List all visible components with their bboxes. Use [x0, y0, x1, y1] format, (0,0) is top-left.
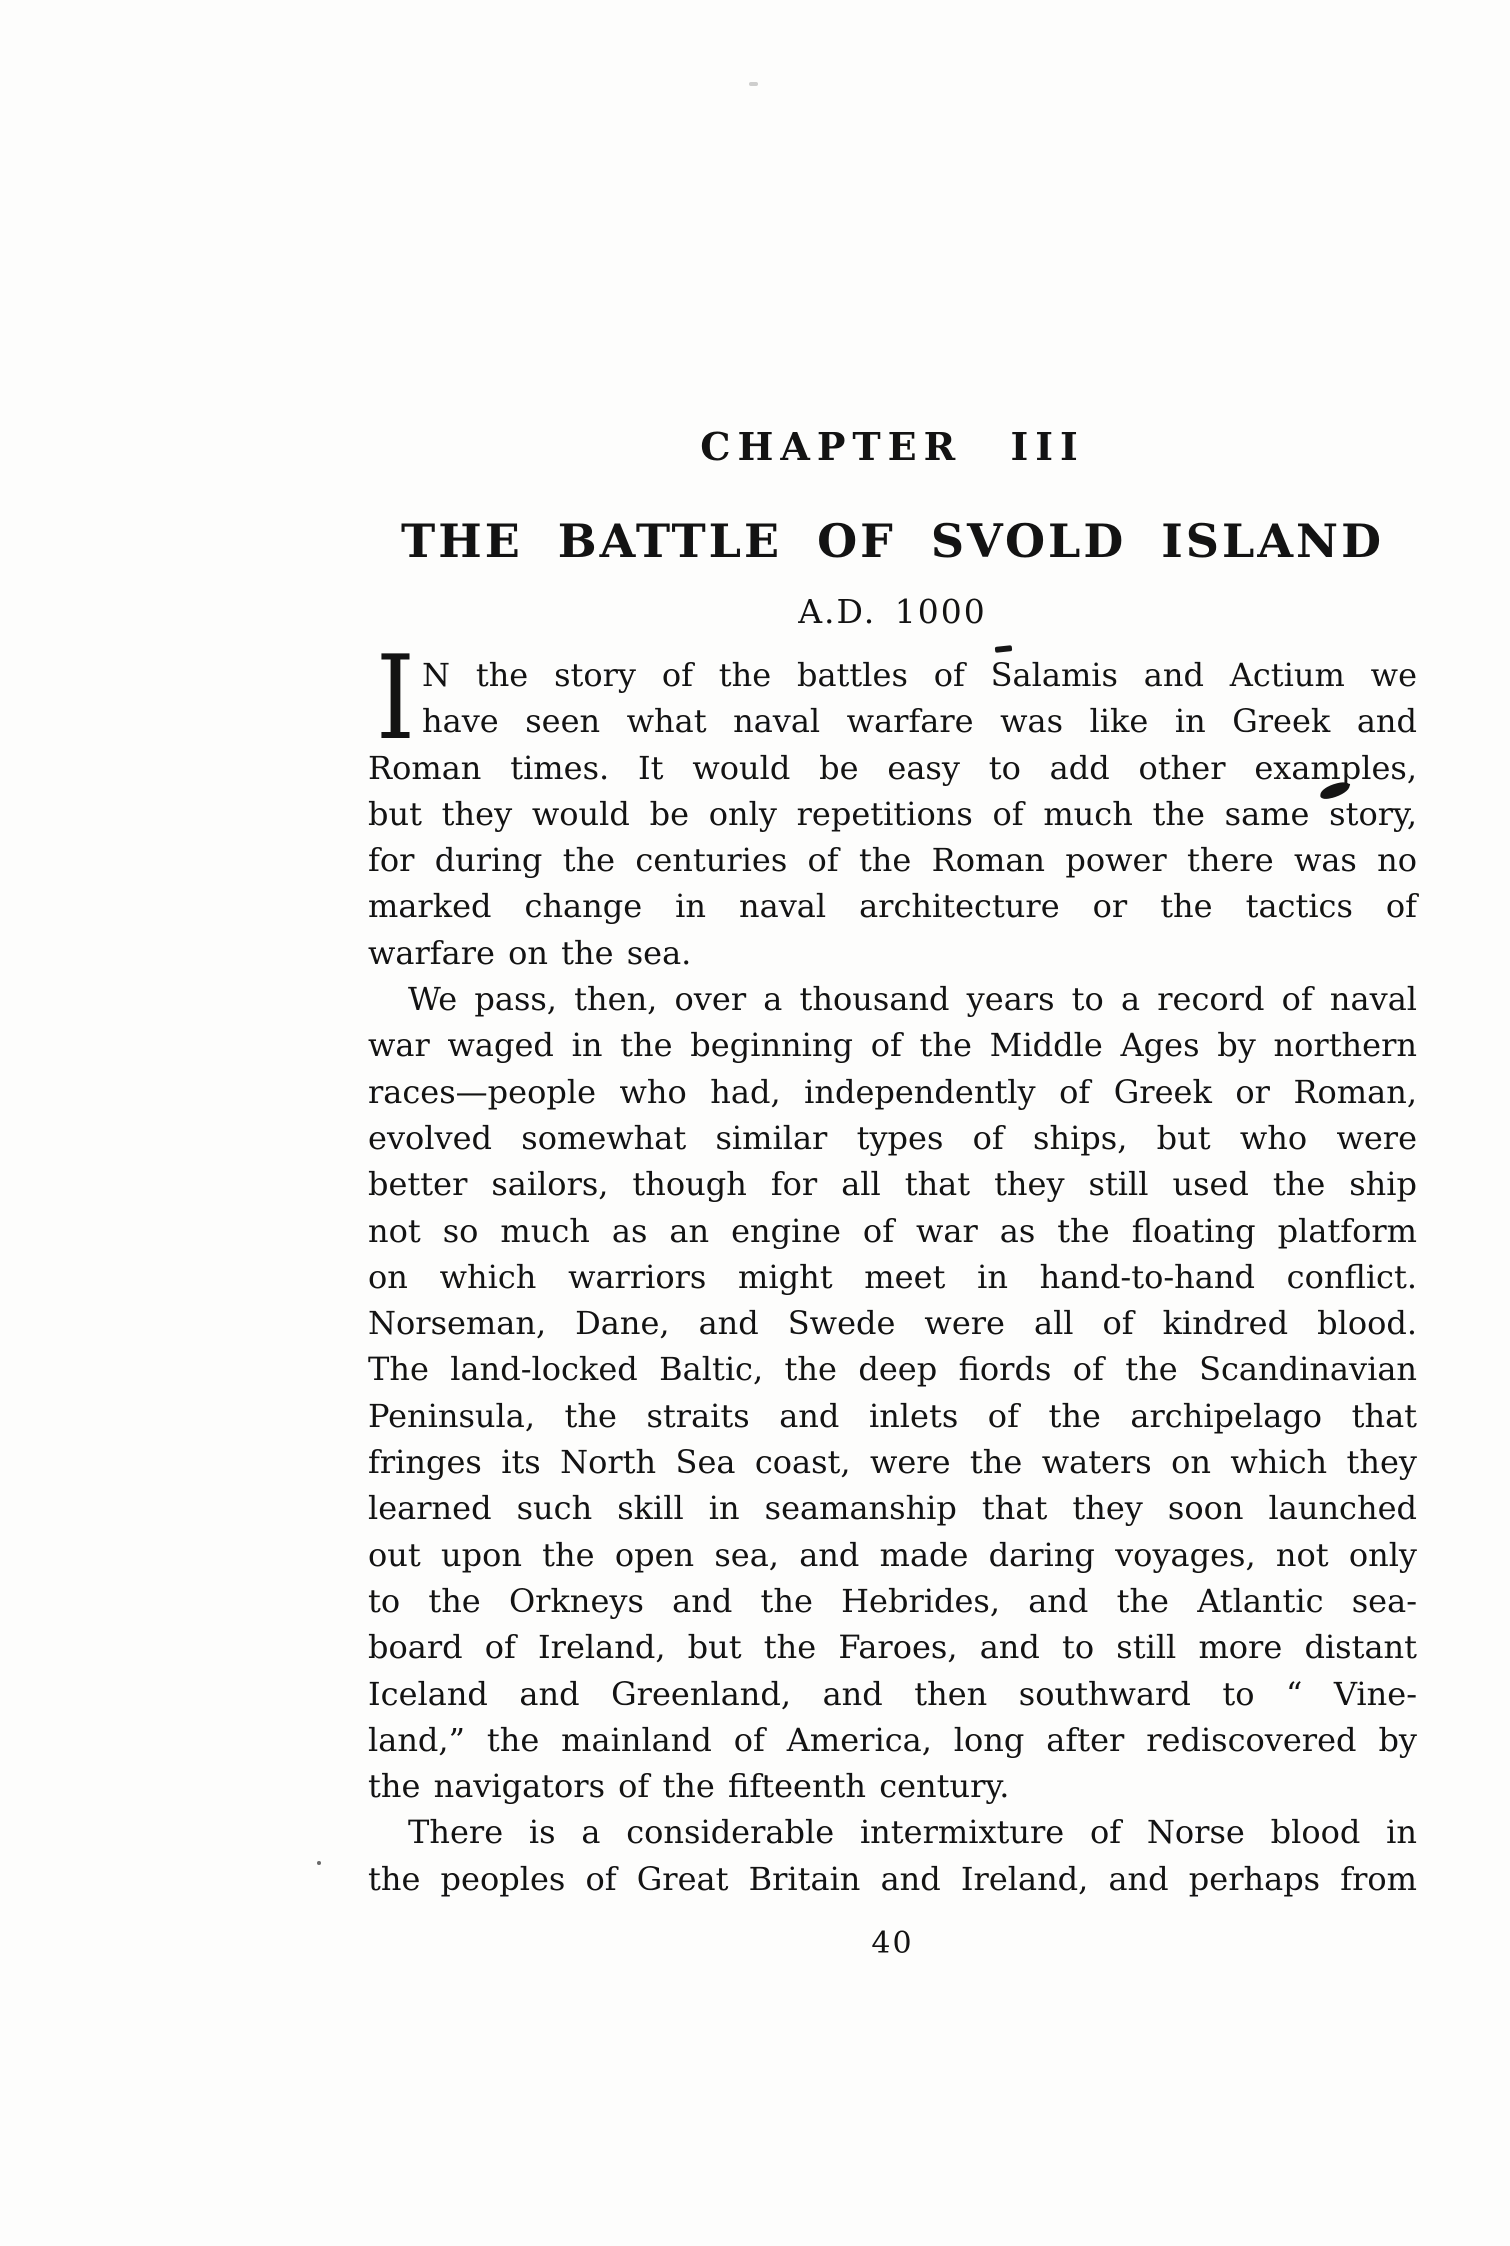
text-line: fringes its North Sea coast, were the waters on which they	[368, 1443, 1417, 1482]
text-line: Roman times. It would be easy to add other examples,	[368, 748, 1417, 787]
drop-cap: I	[376, 631, 415, 766]
text-line: marked change in naval architecture or the tactics of	[368, 887, 1417, 926]
text-line: The land-locked Baltic, the deep fiords of the Scandinavian	[368, 1350, 1417, 1389]
text-line: warfare on the sea.	[368, 933, 692, 972]
text-line: to the Orkneys and the Hebrides, and the Atlantic sea-	[368, 1581, 1417, 1620]
text-line: but they would be only repetitions of much the same story,	[368, 794, 1417, 833]
text-line: the peoples of Great Britain and Ireland, and perhaps from	[368, 1859, 1417, 1898]
paragraph	[368, 1809, 1417, 1902]
text-line: races—people who had, independently of Greek or Roman,	[368, 1072, 1417, 1111]
text-line: not so much as an engine of war as the floating platform	[368, 1211, 1417, 1250]
page-title: THE BATTLE OF SVOLD ISLAND	[401, 514, 1384, 568]
text-line: learned such skill in seamanship that they soon launched	[368, 1489, 1417, 1528]
text-line: board of Ireland, but the Faroes, and to still more distant	[368, 1628, 1417, 1667]
text-line: on which warriors might meet in hand-to-hand conflict.	[368, 1257, 1417, 1296]
text-line: war waged in the beginning of the Middle Ages by northern	[368, 1026, 1417, 1065]
text-line: out upon the open sea, and made daring voyages, not only	[368, 1535, 1417, 1574]
body-text	[368, 631, 1417, 1902]
text-line: Norseman, Dane, and Swede were all of kindred blood.	[368, 1304, 1417, 1343]
date-line: A.D. 1000	[798, 592, 987, 631]
paragraph	[368, 976, 1417, 1809]
text-line: for during the centuries of the Roman power there was no	[368, 841, 1417, 880]
text-line: land,” the mainland of America, long after rediscovered by	[368, 1720, 1417, 1759]
text-line: better sailors, though for all that they still used the ship	[368, 1165, 1417, 1204]
text-line: Peninsula, the straits and inlets of the archipelago that	[368, 1396, 1417, 1435]
text-line: the navigators of the fifteenth century.	[368, 1767, 1010, 1806]
text-line: We pass, then, over a thousand years to a record of naval	[408, 980, 1417, 1019]
text-line: have seen what naval warfare was like in Greek and	[422, 702, 1417, 741]
page-number: 40	[871, 1926, 914, 1961]
text-line: evolved somewhat similar types of ships, but who were	[368, 1118, 1417, 1157]
text-line: N the story of the battles of Salamis and Actium we	[422, 656, 1417, 694]
faint-top-speck	[749, 82, 758, 86]
paragraph	[368, 631, 1417, 976]
margin-dot-artifact	[317, 1861, 321, 1865]
text-line: There is a considerable intermixture of Norse blood in	[408, 1813, 1417, 1852]
chapter-heading: CHAPTER III	[700, 424, 1085, 469]
text-line: Iceland and Greenland, and then southward to “ Vine-	[368, 1674, 1417, 1713]
